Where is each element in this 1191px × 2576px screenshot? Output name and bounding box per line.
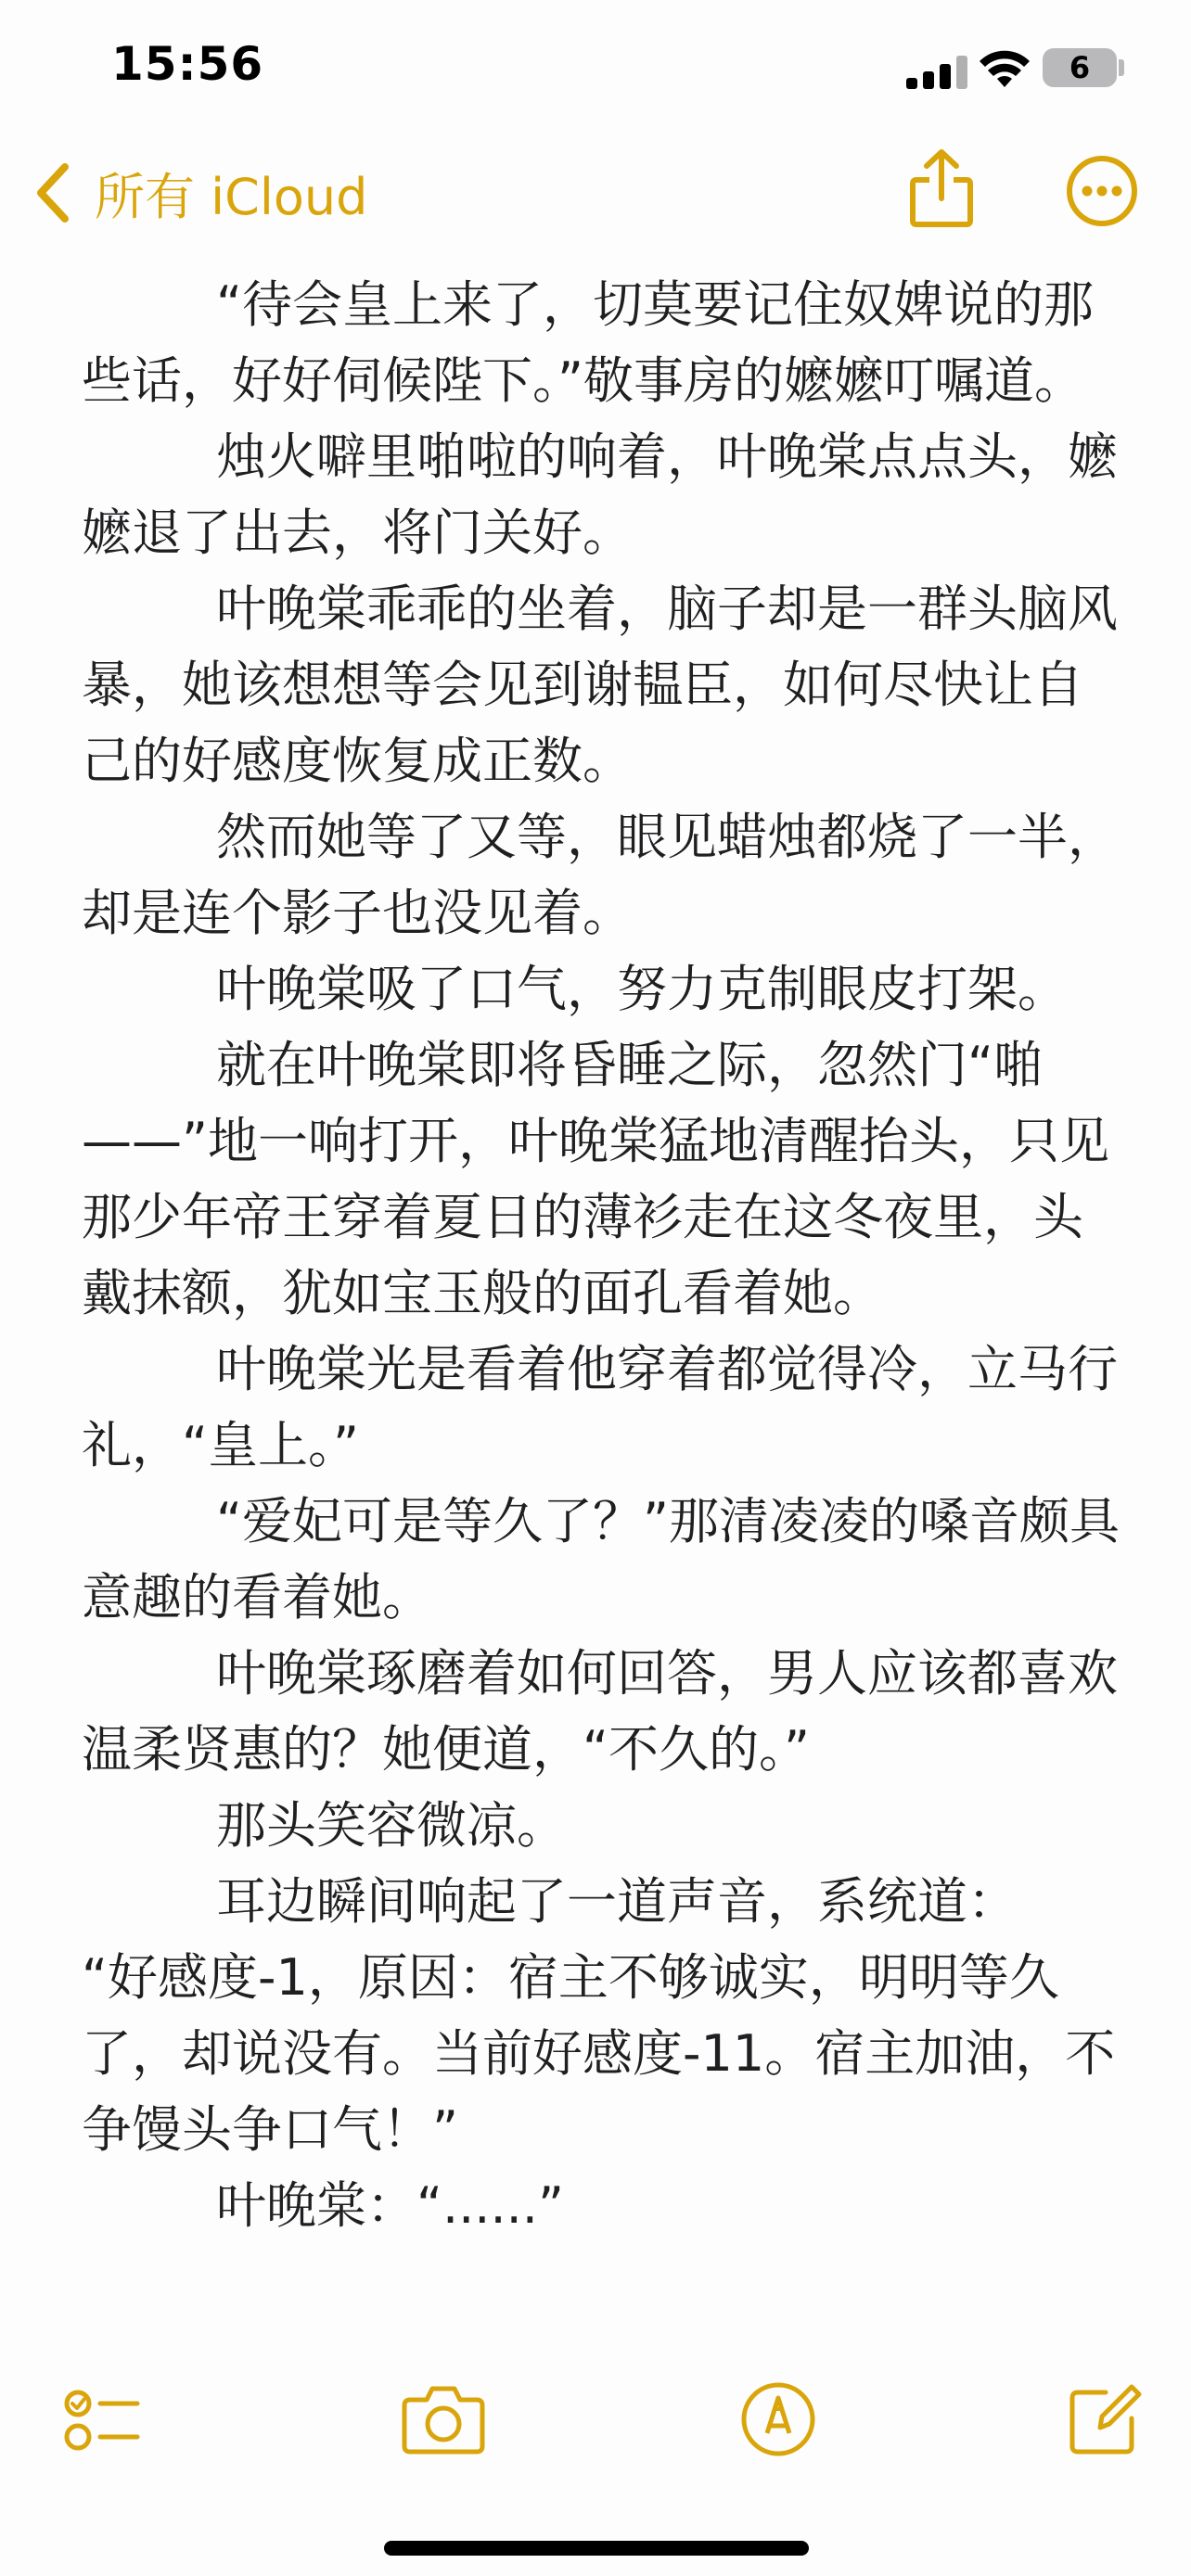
note-paragraph: 就在叶晚棠即将昏睡之际，忽然门“啪——”地一响打开，叶晚棠猛地清醒抬头，只见那少年帝王穿着夏日的薄衫走在这冬夜里，头戴抹额，犹如宝玉般的面孔看着她。 — [82, 1036, 1109, 1322]
note-paragraph: “待会皇上来了，切莫要记住奴婢说的那些话，好好伺候陛下。”敬事房的嬷嬷叮嘱道。 — [82, 275, 1094, 410]
note-paragraph: 耳边瞬间响起了一道声音，系统道： — [216, 1872, 1018, 1931]
battery-indicator: 6 — [1043, 48, 1117, 87]
checklist-icon[interactable] — [61, 2379, 141, 2459]
camera-icon[interactable] — [401, 2379, 486, 2459]
back-button-label: 所有 iCloud — [95, 167, 368, 226]
cellular-signal-icon — [906, 56, 967, 89]
share-icon[interactable] — [907, 147, 976, 230]
note-body[interactable] — [82, 267, 1130, 2244]
markup-pen-icon[interactable] — [738, 2379, 818, 2459]
note-paragraph: 叶晚棠琢磨着如何回答，男人应该都喜欢温柔贤惠的？她便道，“不久的。” — [82, 1644, 1118, 1779]
note-paragraph: 叶晚棠乖乖的坐着，脑子却是一群头脑风暴，她该想想等会见到谢韫臣，如何尽快让自己的好感度恢复成正数。 — [82, 580, 1118, 790]
note-paragraph: 叶晚棠吸了口气，努力克制眼皮打架。 — [216, 960, 1068, 1018]
compose-icon[interactable] — [1065, 2379, 1145, 2459]
status-time: 15:56 — [111, 37, 264, 91]
note-paragraph: “爱妃可是等久了？”那清凌凌的嗓音颇具意趣的看着她。 — [82, 1492, 1120, 1626]
wifi-icon — [979, 50, 1031, 89]
home-indicator[interactable] — [384, 2541, 809, 2556]
note-paragraph: “好感度-1，原因：宿主不够诚实，明明等久了，却说没有。当前好感度-11。宿主加油，不争馒头争口气！” — [82, 1948, 1116, 2159]
battery-nub — [1119, 59, 1124, 76]
note-paragraph: 叶晚棠光是看着他穿着都觉得冷，立马行礼，“皇上。” — [82, 1340, 1118, 1474]
note-paragraph: 烛火噼里啪啦的响着，叶晚棠点点头，嬷嬷退了出去，将门关好。 — [82, 427, 1118, 562]
note-paragraph: 叶晚棠：“......” — [216, 2176, 564, 2235]
note-paragraph: 然而她等了又等，眼见蜡烛都烧了一半，却是连个影子也没见着。 — [82, 808, 1118, 942]
more-icon[interactable] — [1065, 154, 1139, 228]
note-paragraph: 那头笑容微凉。 — [216, 1796, 567, 1855]
chevron-left-icon — [32, 161, 72, 224]
back-button[interactable] — [32, 156, 367, 230]
